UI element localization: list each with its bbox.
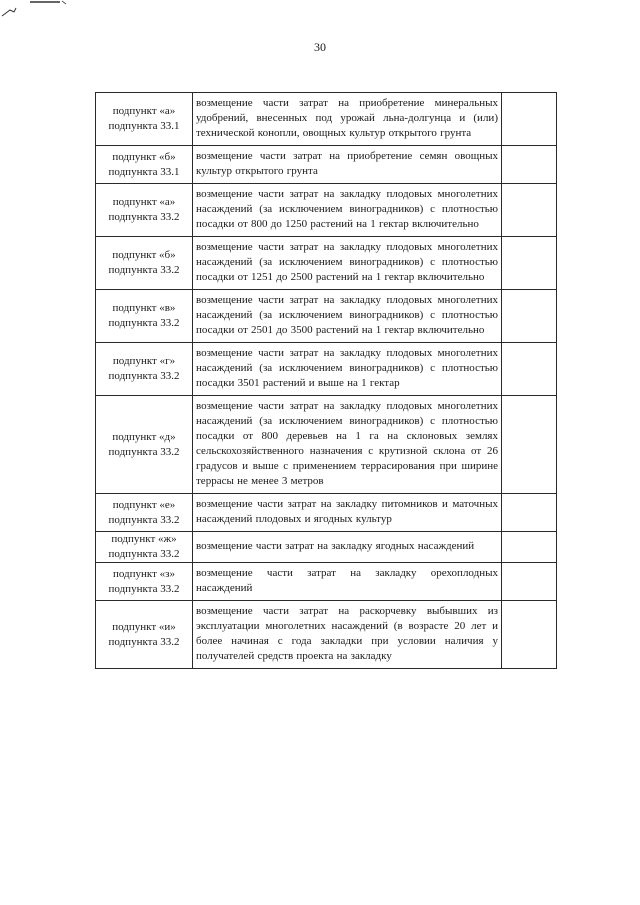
subparagraph-reference-cell [96,601,193,669]
paragraph-label: подпункта 33.2 [108,317,180,329]
paragraph-label: подпункта 33.2 [108,635,180,648]
table-row [96,290,557,343]
cost-description-cell: возмещение части затрат на закладку питомников и маточных насаждений плодовых и ягодных культур [193,494,502,532]
table-row [96,184,557,237]
subparagraph-label: подпункт «б» [112,249,176,261]
cost-description-cell: возмещение части затрат на закладку плодовых многолетних насаждений (за исключением виноградников) с плотностью посадки 3501 растений и выше на 1 гектар [193,343,502,396]
empty-cell [502,93,557,146]
empty-cell [502,184,557,237]
cost-description-cell: возмещение части затрат на закладку ягодных насаждений [193,532,502,563]
subparagraph-reference-cell [96,237,193,290]
subparagraph-label: подпункт «ж» [111,533,177,545]
subparagraph-label: подпункт «б» [112,150,176,163]
subsidy-table [95,92,557,669]
table-row [96,93,557,146]
cost-description-cell: возмещение части затрат на приобретение минеральных удобрений, внесенных под урожай льна-долгунца и (или) технической конопли, овощных культур открытого грунта [193,93,502,146]
paragraph-label: подпункта 33.2 [108,513,180,526]
table-row [96,396,557,494]
table-row [96,532,557,563]
subparagraph-label: подпункт «а» [112,196,176,208]
subparagraph-label: подпункт «е» [112,498,176,511]
empty-cell [502,396,557,494]
page-number: 30 [314,40,326,54]
paragraph-label: подпункта 33.1 [108,165,180,178]
paragraph-label: подпункта 33.2 [108,445,180,458]
empty-cell [502,146,557,184]
empty-cell [502,494,557,532]
paragraph-label: подпункта 33.2 [108,582,180,595]
empty-cell [502,343,557,396]
paragraph-label: подпункта 33.2 [108,211,180,223]
subparagraph-label: подпункт «и» [112,620,176,633]
cost-description-cell: возмещение части затрат на приобретение семян овощных культур открытого грунта [193,146,502,184]
table-body [96,93,557,669]
subparagraph-reference-cell [96,343,193,396]
subparagraph-label: подпункт «з» [112,567,176,580]
empty-cell [502,563,557,601]
table-row [96,494,557,532]
subparagraph-reference-cell [96,494,193,532]
table-row [96,146,557,184]
subparagraph-reference-cell [96,290,193,343]
table-row [96,343,557,396]
table-row [96,563,557,601]
subparagraph-reference-cell [96,532,193,563]
subparagraph-reference-cell [96,184,193,237]
subparagraph-reference-cell [96,396,193,494]
cost-description-cell: возмещение части затрат на раскорчевку выбывших из эксплуатации многолетних насаждений (в возрасте 20 лет и более начиная с года закладки при условии наличия у получателей средств проекта на закладку [193,601,502,669]
cost-description-cell: возмещение части затрат на закладку плодовых многолетних насаждений (за исключением виноградников) с плотностью посадки от 800 до 1250 растений на 1 гектар включительно [193,184,502,237]
subparagraph-reference-cell [96,93,193,146]
paragraph-label: подпункта 33.2 [108,264,180,276]
subparagraph-reference-cell [96,563,193,601]
subparagraph-label: подпункт «д» [112,430,176,443]
table-row [96,601,557,669]
subparagraph-reference-cell [96,146,193,184]
cost-description-cell: возмещение части затрат на закладку орехоплодных насаждений [193,563,502,601]
empty-cell [502,290,557,343]
corner-scan-mark [0,0,120,20]
empty-cell [502,532,557,563]
cost-description-cell: возмещение части затрат на закладку плодовых многолетних насаждений (за исключением виноградников) с плотностью посадки от 800 деревьев на 1 га на склоновых землях сельскохозяйственного назначения с крутизной склона от 26 градусов и выше с применением террасирования при ширине террасы не менее 3 метров [193,396,502,494]
subparagraph-label: подпункт «в» [112,302,176,314]
cost-description-cell: возмещение части затрат на закладку плодовых многолетних насаждений (за исключением виноградников) с плотностью посадки от 2501 до 3500 растений на 1 гектар включительно [193,290,502,343]
empty-cell [502,237,557,290]
cost-description-cell: возмещение части затрат на закладку плодовых многолетних насаждений (за исключением виноградников) с плотностью посадки от 1251 до 2500 растений на 1 гектар включительно [193,237,502,290]
subparagraph-label: подпункт «г» [112,355,176,367]
paragraph-label: подпункта 33.1 [108,120,180,132]
paragraph-label: подпункта 33.2 [108,370,180,382]
subparagraph-label: подпункт «а» [112,105,176,117]
empty-cell [502,601,557,669]
paragraph-label: подпункта 33.2 [108,548,180,560]
table-row [96,237,557,290]
